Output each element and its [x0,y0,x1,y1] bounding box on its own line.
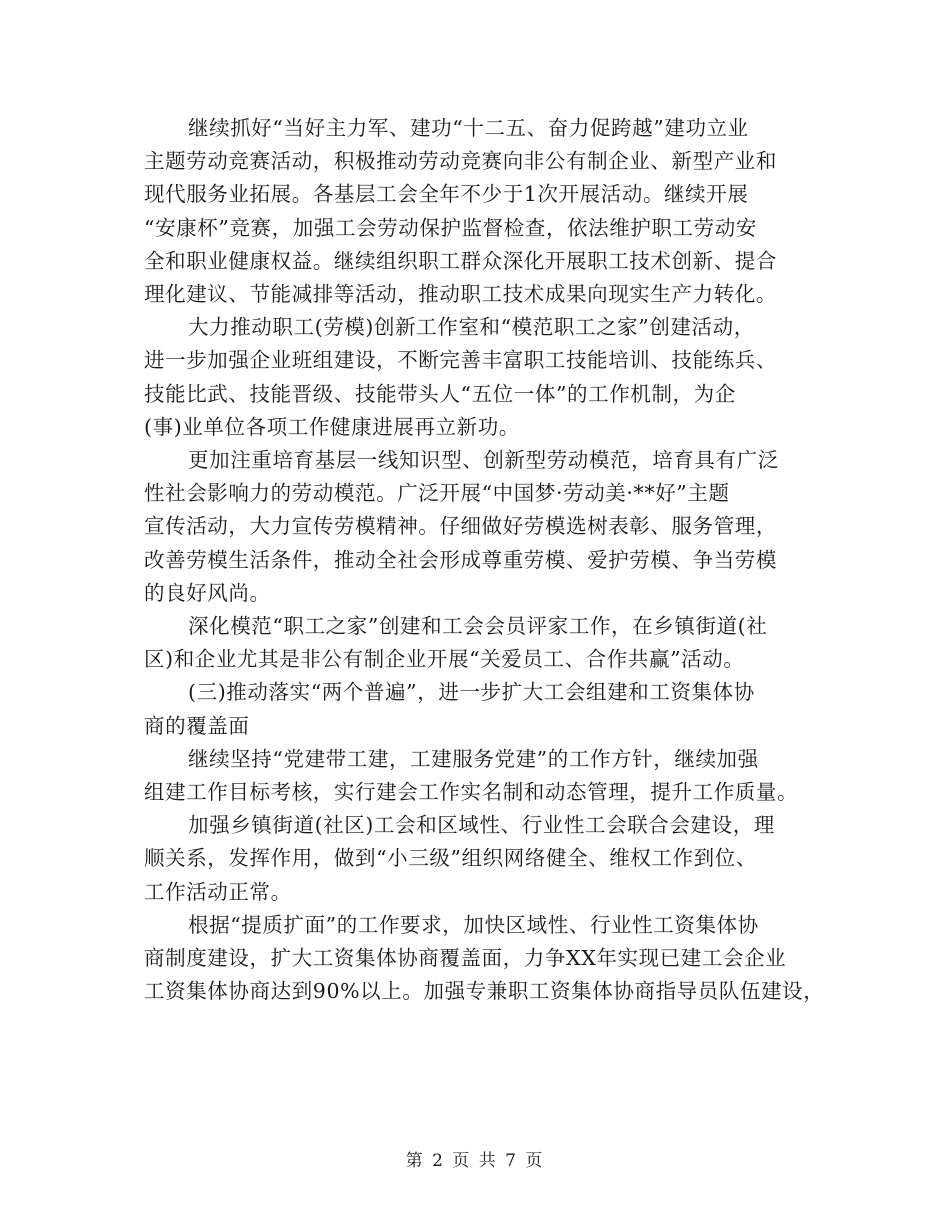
paragraph-labor-competition [144,112,824,311]
text-line: 更加注重培育基层一线知识型、创新型劳动模范，培育具有广泛 [188,448,779,473]
paragraph-collective-bargaining [144,909,824,1009]
text-line: 大力推动职工(劳模)创新工作室和“模范职工之家”创建活动， [188,315,755,340]
paragraph-township-unions [144,809,824,909]
text-line: 根据“提质扩面”的工作要求，加快区域性、行业性工资集体协 [188,912,759,937]
text-line: 现代服务业拓展。各基层工会全年不少于1次开展活动。继续开展 [144,182,749,207]
text-line: 工资集体协商达到90%以上。加强专兼职工资集体协商指导员队伍建设， [144,979,825,1004]
text-line: 全和职业健康权益。继续组织职工群众深化开展职工技术创新、提合 [144,248,777,273]
document-body [144,112,824,1008]
text-line: 的良好风尚。 [144,580,271,605]
paragraph-party-building [144,743,824,809]
text-line: 技能比武、技能晋级、技能带头人“五位一体”的工作机制，为企 [144,381,736,406]
text-line: 继续坚持“党建带工建，工建服务党建”的工作方针，继续加强 [188,746,759,771]
text-line: 改善劳模生活条件，推动全社会形成尊重劳模、爱护劳模、争当劳模 [144,547,777,572]
text-line: 深化模范“职工之家”创建和工会会员评家工作，在乡镇街道(社 [188,614,768,639]
text-line: 继续抓好“当好主力军、建功“十二五、奋力促跨越”建功立业 [188,116,749,140]
text-line: 商制度建设，扩大工资集体协商覆盖面，力争XX年实现已建工会企业 [144,946,787,971]
text-line: 进一步加强企业班组建设，不断完善丰富职工技能培训、技能练兵、 [144,348,777,373]
text-line: 商的覆盖面 [144,713,250,738]
text-line: 性社会影响力的劳动模范。广泛开展“中国梦·劳动美·**好”主题 [144,481,730,506]
text-line: 组建工作目标考核，实行建会工作实名制和动态管理，提升工作质量。 [144,780,799,805]
text-line: 理化建议、节能减排等活动，推动职工技术成果向现实生产力转化。 [144,282,777,307]
text-line: “安康杯”竞赛，加强工会劳动保护监督检查，依法维护职工劳动安 [144,215,757,240]
text-line: 区)和企业尤其是非公有制企业开展“关爱员工、合作共赢”活动。 [144,647,745,672]
section-heading-three [144,676,824,742]
paragraph-model-workers [144,444,824,610]
text-line: (三)推动落实“两个普遍”，进一步扩大工会组建和工资集体协 [188,680,755,705]
text-line: 宣传活动，大力宣传劳模精神。仔细做好劳模选树表彰、服务管理， [144,514,777,539]
text-line: 顺关系，发挥作用，做到“小三级”组织网络健全、维权工作到位、 [144,846,757,871]
text-line: 加强乡镇街道(社区)工会和区域性、行业性工会联合会建设，理 [188,813,775,838]
paragraph-workers-home [144,610,824,676]
page-number-footer: 第 2 页 共 7 页 [405,1151,545,1171]
paragraph-innovation-studio [144,311,824,444]
text-line: (事)业单位各项工作健康进展再立新功。 [144,414,520,439]
text-line: 主题劳动竞赛活动，积极推动劳动竞赛向非公有制企业、新型产业和 [144,149,777,174]
text-line: 工作活动正常。 [144,879,292,904]
